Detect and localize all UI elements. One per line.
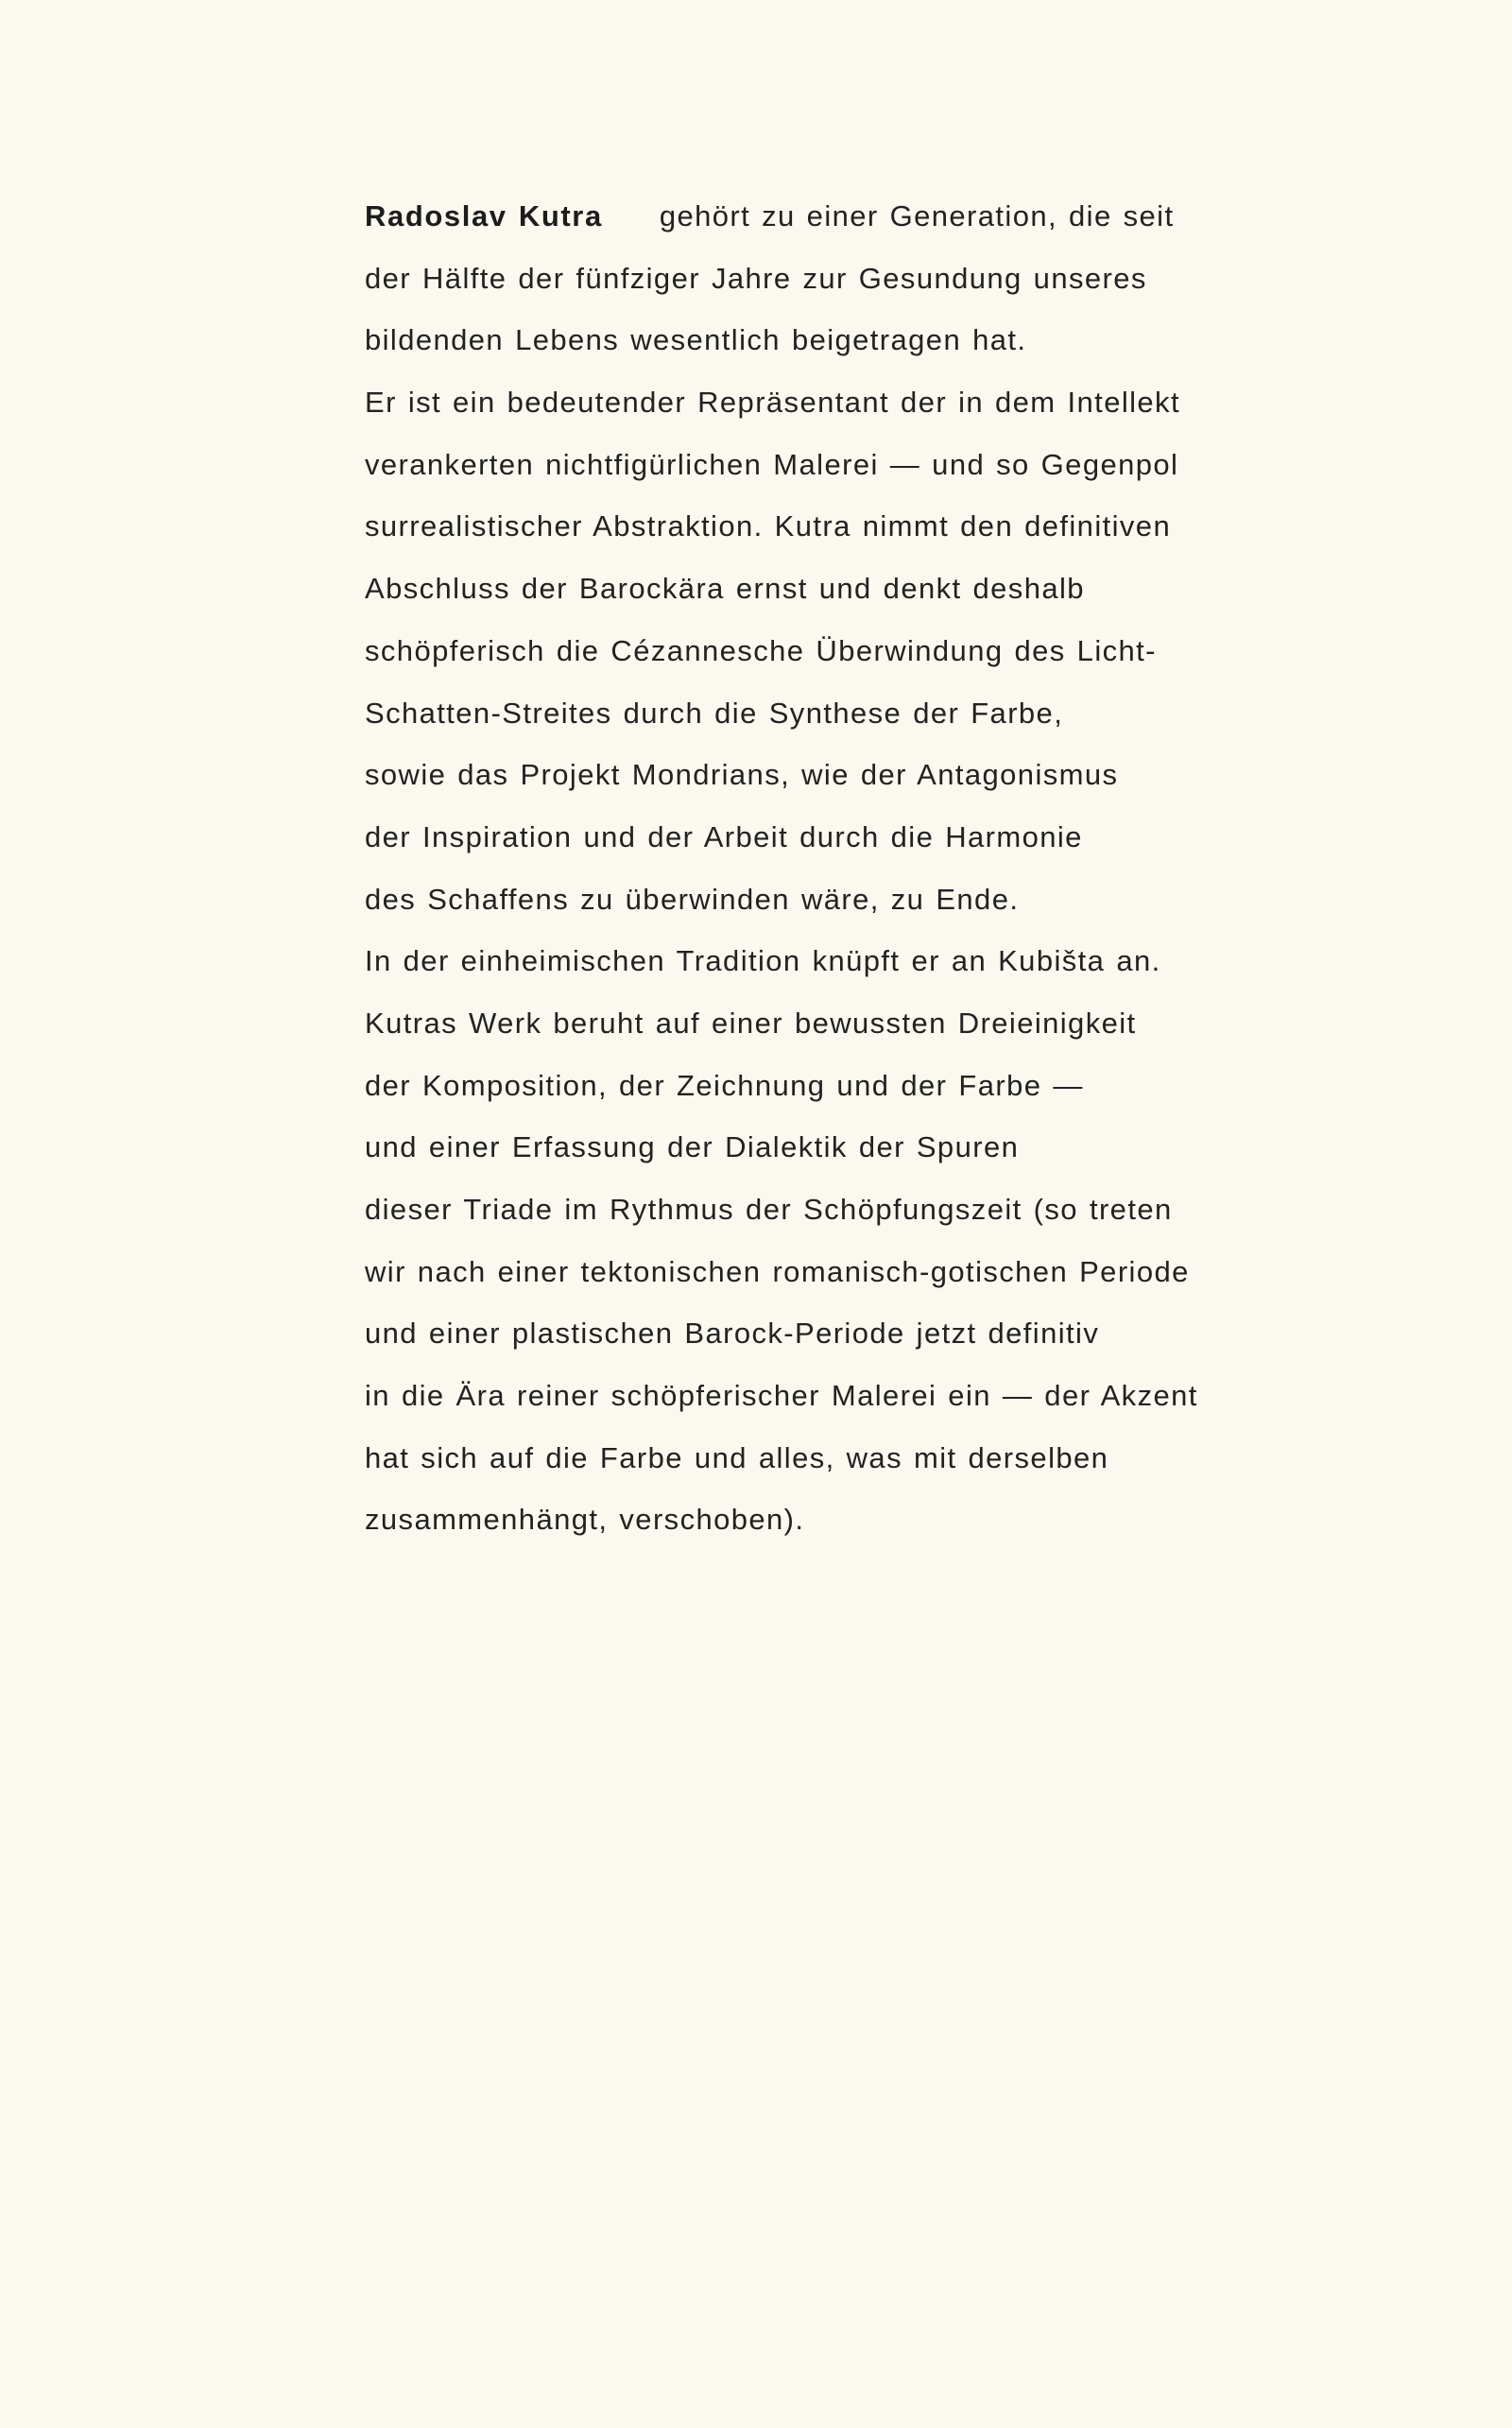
text-line: dieser Triade im Rythmus der Schöpfungszeit (so treten [365,1193,1173,1226]
text-line: der Inspiration und der Arbeit durch die Harmonie [365,819,1083,853]
text-line: bildenden Lebens wesentlich beigetragen hat. [365,323,1027,357]
text-line: in die Ära reiner schöpferischer Malerei ein — der Akzent [365,1379,1198,1413]
text-line: Schatten-Streites durch die Synthese der Farbe, [365,696,1064,730]
first-line-text: gehört zu einer Generation, die seit [659,199,1175,232]
text-line: Abschluss der Barockära ernst und denkt deshalb [365,572,1085,606]
text-line: zusammenhängt, verschoben). [365,1503,805,1537]
text-line: surrealistischer Abstraktion. Kutra nimmt den definitiven [365,509,1172,543]
text-line: sowie das Projekt Mondrians, wie der Antagonismus [365,758,1119,792]
text-line: und einer plastischen Barock-Periode jetzt definitiv [365,1317,1100,1351]
text-line: hat sich auf die Farbe und alles, was mit derselben [365,1440,1109,1474]
text-line: der Komposition, der Zeichnung und der Farbe — [365,1068,1084,1102]
text-block [365,185,1366,1551]
text-line-1 [365,185,1366,248]
text-line: des Schaffens zu überwinden wäre, zu Ende. [365,882,1020,916]
text-line: Kutras Werk beruht auf einer bewussten Dreieinigkeit [365,1006,1137,1040]
text-line: verankerten nichtfigürlichen Malerei — und so Gegenpol [365,447,1179,481]
text-line: der Hälfte der fünfziger Jahre zur Gesundung unseres [365,261,1147,295]
author-name: Radoslav Kutra [365,199,603,232]
text-line: schöpferisch die Cézannesche Überwindung des Licht- [365,633,1157,667]
text-line: und einer Erfassung der Dialektik der Spuren [365,1130,1020,1164]
text-line: In der einheimischen Tradition knüpft er an Kubišta an. [365,944,1161,978]
text-line: wir nach einer tektonischen romanisch-gotischen Periode [365,1254,1190,1288]
text-line: Er ist ein bedeutender Repräsentant der in dem Intellekt [365,386,1180,420]
